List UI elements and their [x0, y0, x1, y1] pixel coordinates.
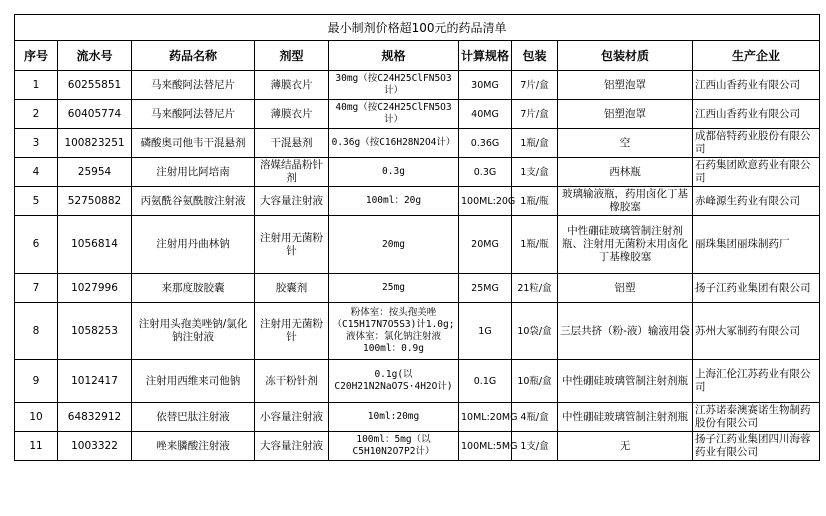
cell-dosage-form: 干混悬剂	[255, 129, 329, 158]
cell-serial: 1056814	[58, 216, 132, 274]
cell-package: 1瓶/盒	[512, 129, 558, 158]
table-title: 最小制剂价格超100元的药品清单	[15, 15, 820, 41]
col-header-no: 序号	[15, 41, 58, 71]
cell-package-material: 铝塑泡罩	[558, 71, 693, 100]
cell-no: 1	[15, 71, 58, 100]
cell-package: 4瓶/盒	[512, 403, 558, 432]
cell-spec: 40mg（按C24H25ClFN5O3计）	[329, 100, 459, 129]
cell-no: 4	[15, 158, 58, 187]
cell-manufacturer: 赤峰源生药业有限公司	[693, 187, 820, 216]
cell-calc-spec: 30MG	[459, 71, 512, 100]
col-header-serial: 流水号	[58, 41, 132, 71]
cell-spec: 0.3g	[329, 158, 459, 187]
cell-manufacturer: 扬子江药业集团有限公司	[693, 274, 820, 303]
cell-spec: 粉体室：按头孢美唑（C15H17N7O5S3)计1.0g;液体室：氯化钠注射液100ml：0.9g	[329, 303, 459, 360]
col-header-material: 包装材质	[558, 41, 693, 71]
cell-spec: 10ml:20mg	[329, 403, 459, 432]
cell-manufacturer: 江西山香药业有限公司	[693, 100, 820, 129]
cell-dosage-form: 注射用无菌粉针	[255, 216, 329, 274]
cell-dosage-form: 注射用无菌粉针	[255, 303, 329, 360]
cell-package-material: 中性硼硅玻璃管制注射剂瓶、注射用无菌粉末用卤化丁基橡胶塞	[558, 216, 693, 274]
table-row	[15, 71, 820, 100]
cell-calc-spec: 0.3G	[459, 158, 512, 187]
cell-package: 21粒/盒	[512, 274, 558, 303]
table-row	[15, 100, 820, 129]
cell-spec: 20mg	[329, 216, 459, 274]
cell-drug-name: 唑来膦酸注射液	[132, 432, 255, 461]
cell-drug-name: 马来酸阿法替尼片	[132, 100, 255, 129]
table-row	[15, 129, 820, 158]
cell-spec: 25mg	[329, 274, 459, 303]
cell-dosage-form: 大容量注射液	[255, 187, 329, 216]
cell-drug-name: 磷酸奥司他韦干混悬剂	[132, 129, 255, 158]
cell-no: 11	[15, 432, 58, 461]
cell-serial: 1027996	[58, 274, 132, 303]
table-row	[15, 274, 820, 303]
cell-drug-name: 来那度胺胶囊	[132, 274, 255, 303]
table-row	[15, 303, 820, 360]
title-row	[15, 15, 820, 41]
cell-package-material: 三层共挤（粉-液）输液用袋	[558, 303, 693, 360]
cell-serial: 52750882	[58, 187, 132, 216]
cell-package: 7片/盒	[512, 100, 558, 129]
cell-calc-spec: 25MG	[459, 274, 512, 303]
cell-package-material: 中性硼硅玻璃管制注射剂瓶	[558, 403, 693, 432]
cell-drug-name: 马来酸阿法替尼片	[132, 71, 255, 100]
cell-manufacturer: 江西山香药业有限公司	[693, 71, 820, 100]
table-row	[15, 216, 820, 274]
table-row	[15, 403, 820, 432]
cell-serial: 60255851	[58, 71, 132, 100]
cell-no: 3	[15, 129, 58, 158]
cell-calc-spec: 40MG	[459, 100, 512, 129]
cell-package: 1瓶/瓶	[512, 216, 558, 274]
cell-serial: 64832912	[58, 403, 132, 432]
cell-manufacturer: 上海汇伦江苏药业有限公司	[693, 360, 820, 403]
cell-package-material: 无	[558, 432, 693, 461]
cell-spec: 100ml：20g	[329, 187, 459, 216]
cell-drug-name: 丙氨酰谷氨酰胺注射液	[132, 187, 255, 216]
cell-calc-spec: 0.36G	[459, 129, 512, 158]
cell-manufacturer: 苏州大冢制药有限公司	[693, 303, 820, 360]
cell-package-material: 铝塑	[558, 274, 693, 303]
cell-no: 10	[15, 403, 58, 432]
col-header-name: 药品名称	[132, 41, 255, 71]
cell-manufacturer: 成都倍特药业股份有限公司	[693, 129, 820, 158]
cell-manufacturer: 江苏诺泰澳赛诺生物制药股份有限公司	[693, 403, 820, 432]
cell-calc-spec: 20MG	[459, 216, 512, 274]
cell-package: 10瓶/盒	[512, 360, 558, 403]
cell-manufacturer: 丽珠集团丽珠制药厂	[693, 216, 820, 274]
cell-manufacturer: 石药集团欧意药业有限公司	[693, 158, 820, 187]
cell-package-material: 空	[558, 129, 693, 158]
cell-drug-name: 依替巴肽注射液	[132, 403, 255, 432]
cell-dosage-form: 薄膜衣片	[255, 100, 329, 129]
cell-manufacturer: 扬子江药业集团四川海蓉药业有限公司	[693, 432, 820, 461]
cell-spec: 30mg（按C24H25ClFN5O3计）	[329, 71, 459, 100]
cell-no: 5	[15, 187, 58, 216]
cell-package: 7片/盒	[512, 71, 558, 100]
drug-list-sheet	[14, 14, 819, 461]
table-row	[15, 187, 820, 216]
cell-package: 1支/盒	[512, 432, 558, 461]
cell-serial: 1012417	[58, 360, 132, 403]
cell-spec: 0.1g(以C20H21N2NaO7S·4H2O计)	[329, 360, 459, 403]
col-header-maker: 生产企业	[693, 41, 820, 71]
cell-package-material: 铝塑泡罩	[558, 100, 693, 129]
cell-calc-spec: 1G	[459, 303, 512, 360]
col-header-spec: 规格	[329, 41, 459, 71]
cell-drug-name: 注射用头孢美唑钠/氯化钠注射液	[132, 303, 255, 360]
cell-serial: 25954	[58, 158, 132, 187]
cell-serial: 1003322	[58, 432, 132, 461]
col-header-pack: 包装	[512, 41, 558, 71]
col-header-calc: 计算规格	[459, 41, 512, 71]
table-row	[15, 432, 820, 461]
cell-dosage-form: 溶媒结晶粉针剂	[255, 158, 329, 187]
cell-drug-name: 注射用西维来司他钠	[132, 360, 255, 403]
table-row	[15, 360, 820, 403]
cell-serial: 100823251	[58, 129, 132, 158]
cell-no: 2	[15, 100, 58, 129]
cell-spec: 0.36g（按C16H28N2O4计）	[329, 129, 459, 158]
cell-package-material: 玻璃输液瓶，药用卤化丁基橡胶塞	[558, 187, 693, 216]
cell-spec: 100ml：5mg（以C5H10N2O7P2计）	[329, 432, 459, 461]
cell-dosage-form: 大容量注射液	[255, 432, 329, 461]
cell-dosage-form: 薄膜衣片	[255, 71, 329, 100]
cell-package: 1支/盒	[512, 158, 558, 187]
cell-calc-spec: 100ML:5MG	[459, 432, 512, 461]
table-body	[15, 71, 820, 461]
cell-no: 8	[15, 303, 58, 360]
header-row	[15, 41, 820, 71]
cell-drug-name: 注射用比阿培南	[132, 158, 255, 187]
cell-serial: 60405774	[58, 100, 132, 129]
cell-dosage-form: 小容量注射液	[255, 403, 329, 432]
cell-package: 10袋/盒	[512, 303, 558, 360]
cell-serial: 1058253	[58, 303, 132, 360]
cell-no: 6	[15, 216, 58, 274]
cell-package-material: 西林瓶	[558, 158, 693, 187]
cell-no: 9	[15, 360, 58, 403]
cell-package: 1瓶/瓶	[512, 187, 558, 216]
table-row	[15, 158, 820, 187]
drug-price-table	[14, 14, 820, 461]
cell-calc-spec: 0.1G	[459, 360, 512, 403]
cell-dosage-form: 胶囊剂	[255, 274, 329, 303]
cell-no: 7	[15, 274, 58, 303]
col-header-form: 剂型	[255, 41, 329, 71]
cell-calc-spec: 10ML:20MG	[459, 403, 512, 432]
cell-drug-name: 注射用丹曲林钠	[132, 216, 255, 274]
cell-dosage-form: 冻干粉针剂	[255, 360, 329, 403]
cell-package-material: 中性硼硅玻璃管制注射剂瓶	[558, 360, 693, 403]
cell-calc-spec: 100ML:20G	[459, 187, 512, 216]
